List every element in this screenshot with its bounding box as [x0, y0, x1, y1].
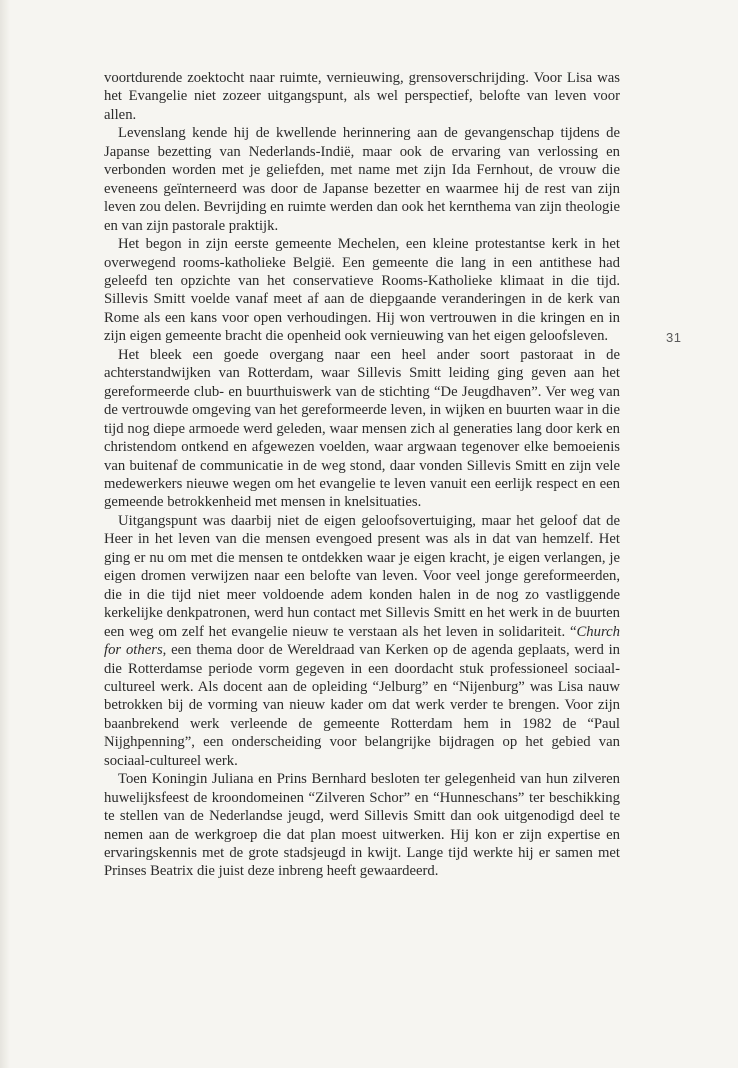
paragraph-5-italic-term: Church for others	[104, 623, 620, 659]
paragraph-3: Het begon in zijn eerste gemeente Mechelen, een kleine protestantse kerk in het overwegend rooms-katholieke België. Een gemeente die lang in een antithese had geleefd ten opzichte van het conservatieve Rooms-Katholieke klimaat in die tijd. Sillevis Smitt voelde vanaf meet af aan de diepgaande veranderingen in de kerk van Rome als een kans voor open verhoudingen. Hij won vertrouwen in die kringen en in zijn eigen gemeente bracht die openheid ook vernieuwing van het eigen geloofsleven.	[104, 236, 620, 345]
page-gutter	[0, 0, 10, 1068]
paragraph-5-part-2: , een thema door de Wereldraad van Kerken op de agenda geplaats, werd in die Rotterdamse periode vorm gegeven in een doordacht stuk professioneel sociaal-cultureel werk. Als docent aan de opleiding “Jelburg” en “Nijenburg” was Lisa nauw betrokken bij de vorming van nieuw kader om dat werk verder te brengen. Voor zijn baanbrekend werk verleende de gemeente Rotterdam hem in 1982 de “Paul Nijghpenning”, een onderscheiding voor belangrijke bijdragen op het gebied van sociaal-cultureel werk.	[104, 642, 621, 769]
paragraph-1: voortdurende zoektocht naar ruimte, vernieuwing, grensoverschrijding. Voor Lisa was het Evangelie niet zozeer uitgangspunt, als wel perspectief, belofte van leven voor allen.	[104, 70, 620, 123]
paragraph-5	[104, 512, 620, 770]
paragraph-4: Het bleek een goede overgang naar een heel ander soort pastoraat in de achterstandwijken van Rotterdam, waar Sillevis Smitt leiding ging geven aan het gereformeerde club- en buurthuiswerk van de stichting “De Jeugdhaven”. Ver weg van de vertrouwde omgeving van het gereformeerde leven, in wijken en buurten waar in die tijd nog diepe armoede werd geleden, waar mensen zich al generaties lang door kerk en christendom ontkend en afgewezen voelden, waar argwaan tegenover elke bemoeienis van buitenaf de communicatie in de weg stond, daar vonden Sillevis Smitt en zijn vele medewerkers nieuwe wegen om het evangelie te leven vanuit een eerlijk respect en een gemeende betrokkenheid met mensen in knelsituaties.	[104, 346, 620, 511]
paragraph-5-part-1: Uitgangspunt was daarbij niet de eigen geloofsovertuiging, maar het geloof dat de Heer in het leven van die mensen evengoed present was als in dat van hemzelf. Het ging er nu om met die mensen te ontdekken waar je eigen kracht, je eigen verlangen, je eigen dromen verwijzen naar een belofte van leven. Voor veel jonge gereformeerden, die in die tijd niet meer voldoende adem konden halen in de nog zo vastliggende kerkelijke denkpatronen, werd hun contact met Sillevis Smitt en het werk in de buurten een weg om zelf het evangelie nieuw te verstaan als het leven in solidariteit. “	[104, 512, 620, 640]
page-number: 31	[666, 330, 682, 345]
body-text	[104, 69, 620, 881]
paragraph-2: Levenslang kende hij de kwellende herinnering aan de gevangenschap tijdens de Japanse bezetting van Nederlands-Indië, maar ook de ervaring van verlossing en verbonden worden met je geliefden, met name met zijn Ida Fernhout, de vrouw die eveneens geïnterneerd was door de Japanse bezetter en waarmee hij de rest van zijn leven zou delen. Bevrijding en ruimte werden dan ook het kernthema van zijn theologie en van zijn pastorale praktijk.	[104, 125, 620, 234]
paragraph-6: Toen Koningin Juliana en Prins Bernhard besloten ter gelegenheid van hun zilveren huwelijksfeest de kroondomeinen “Zilveren Schor” en “Hunneschans” ter beschikking te stellen van de Nederlandse jeugd, werd Sillevis Smitt dan ook uitgenodigd deel te nemen aan de werkgroep die dat plan moest uitwerken. Hij kon er zijn expertise en ervaringskennis met de grote stadsjeugd in kwijt. Lange tijd werkte hij er samen met Prinses Beatrix die juist deze inbreng heeft gewaardeerd.	[104, 771, 620, 880]
